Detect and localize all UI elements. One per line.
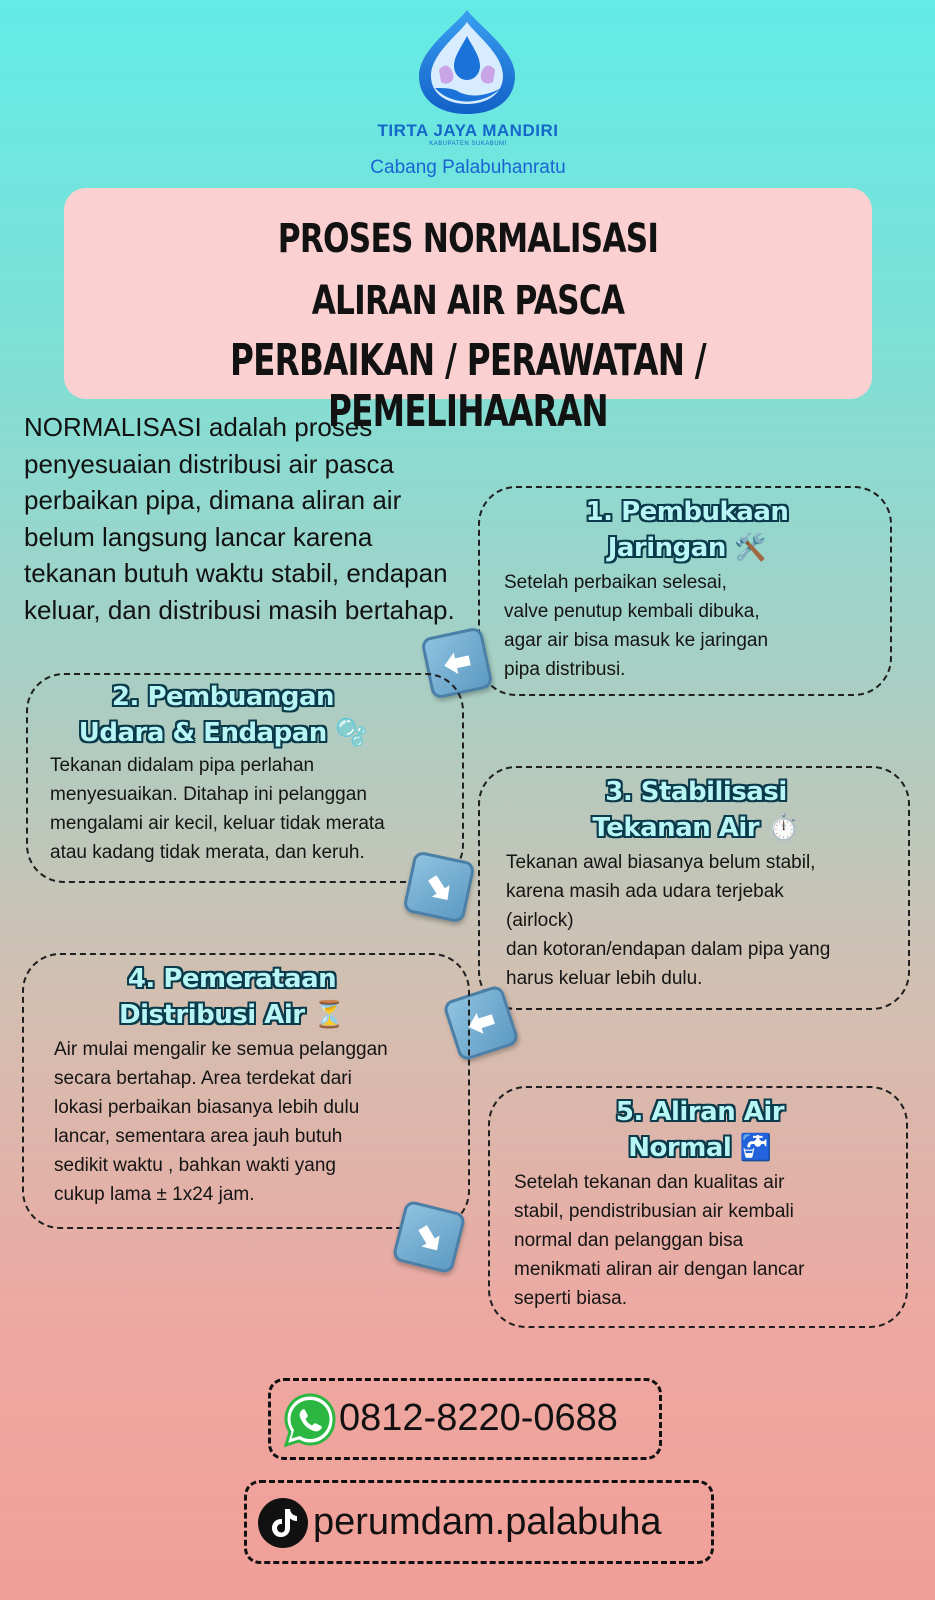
step-2-body xyxy=(50,751,460,867)
step-4-title-line-2 xyxy=(8,997,456,1033)
branch-name: Cabang Palabuhanratu xyxy=(370,157,566,178)
step-1-body xyxy=(504,568,884,684)
tiktok-icon xyxy=(257,1497,309,1549)
step-3-title-line-2 xyxy=(480,810,912,846)
bubbles-icon: 🫧 xyxy=(335,718,368,748)
step-4-line: cukup lama ± 1x24 jam. xyxy=(54,1184,255,1205)
step-4-line: lancar, sementara area jauh butuh xyxy=(54,1126,343,1147)
step-5-line: Setelah tekanan dan kualitas air xyxy=(514,1172,785,1193)
tools-icon: 🛠️ xyxy=(734,533,767,563)
step-4-line: Air mulai mengalir ke semua pelanggan xyxy=(54,1039,388,1060)
step-5-title-line-1: 5. Aliran Air xyxy=(615,1097,785,1127)
step-5-line: normal dan pelanggan bisa xyxy=(514,1230,744,1251)
step-1-title-line-2 xyxy=(480,530,894,566)
step-4-line: lokasi perbaikan biasanya lebih dulu xyxy=(54,1097,360,1118)
step-5-box xyxy=(488,1086,908,1328)
step-2-line: Tekanan didalam pipa perlahan xyxy=(50,755,315,776)
whatsapp-icon xyxy=(281,1391,339,1449)
whatsapp-number: 0812-8220-0688 xyxy=(339,1397,618,1439)
step-3-title-text: Tekanan Air xyxy=(592,813,760,843)
step-4-title-line-1: 4. Pemerataan xyxy=(127,964,337,994)
whatsapp-contact[interactable] xyxy=(268,1378,662,1460)
step-2-line: mengalami air kecil, keluar tidak merata xyxy=(50,813,385,834)
tiktok-contact[interactable] xyxy=(244,1480,714,1564)
step-4-title-text: Distribusi Air xyxy=(119,1000,305,1030)
hourglass-icon: ⏳ xyxy=(313,1000,345,1030)
step-3-line: Tekanan awal biasanya belum stabil, xyxy=(506,852,816,873)
step-5-title-text: Normal xyxy=(628,1133,732,1163)
step-5-line: menikmati aliran air dengan lancar xyxy=(514,1259,805,1280)
title-line-2: ALIRAN AIR PASCA xyxy=(311,278,625,324)
step-3-title-line-1: 3. Stabilisasi xyxy=(605,777,787,807)
step-2-line: menyesuaikan. Ditahap ini pelanggan xyxy=(50,784,367,805)
step-5-line: stabil, pendistribusian air kembali xyxy=(514,1201,794,1222)
step-1-box xyxy=(478,486,892,696)
step-5-body xyxy=(514,1168,904,1313)
step-1-line: valve penutup kembali dibuka, xyxy=(504,601,760,622)
company-logo-icon xyxy=(417,8,517,116)
step-4-body xyxy=(54,1035,464,1209)
step-4-box xyxy=(22,953,470,1229)
step-4-line: sedikit waktu , bahkan wakti yang xyxy=(54,1155,336,1176)
arrow-down-right-icon xyxy=(391,1199,466,1274)
step-2-title-line-2 xyxy=(4,715,442,751)
step-1-line: pipa distribusi. xyxy=(504,659,626,680)
step-4-line: secara bertahap. Area terdekat dari xyxy=(54,1068,352,1089)
title-line-1: PROSES NORMALISASI xyxy=(277,216,659,262)
step-1-line: agar air bisa masuk ke jaringan xyxy=(504,630,769,651)
step-3-line: (airlock) xyxy=(506,910,574,931)
step-1-line: Setelah perbaikan selesai, xyxy=(504,572,727,593)
step-3-box xyxy=(478,766,910,1010)
stopwatch-icon: ⏱️ xyxy=(767,813,800,843)
water-tap-icon: 🚰 xyxy=(739,1133,772,1163)
brand-subtitle: KABUPATEN SUKABUMI xyxy=(429,141,507,147)
step-1-title-text: Jaringan xyxy=(607,533,726,563)
step-2-title-line-1: 2. Pembuangan xyxy=(111,682,335,712)
title-line-3: PERBAIKAN / PERAWATAN / PEMELIHAARAN xyxy=(230,335,706,437)
brand-name: TIRTA JAYA MANDIRI xyxy=(377,121,559,140)
arrow-down-right-icon xyxy=(402,850,476,924)
step-3-line: dan kotoran/endapan dalam pipa yang xyxy=(506,939,831,960)
step-2-line: atau kadang tidak merata, dan keruh. xyxy=(50,842,365,863)
intro-paragraph: NORMALISASI adalah proses penyesuaian distribusi air pasca perbaikan pipa, dimana aliran air belum langsung lancar karena tekanan butuh waktu stabil, endapan keluar, dan distribusi masih bertahap. xyxy=(24,412,455,625)
step-3-body xyxy=(506,848,906,993)
tiktok-handle: perumdam.palabuha xyxy=(313,1501,662,1543)
step-3-line: karena masih ada udara terjebak xyxy=(506,881,784,902)
step-2-title-text: Udara & Endapan xyxy=(78,718,327,748)
step-5-title-line-2 xyxy=(490,1130,910,1166)
step-2-box xyxy=(26,673,464,883)
step-5-line: seperti biasa. xyxy=(514,1288,628,1309)
step-1-title-line-1: 1. Pembukaan xyxy=(585,497,789,527)
step-3-line: harus keluar lebih dulu. xyxy=(506,968,703,989)
